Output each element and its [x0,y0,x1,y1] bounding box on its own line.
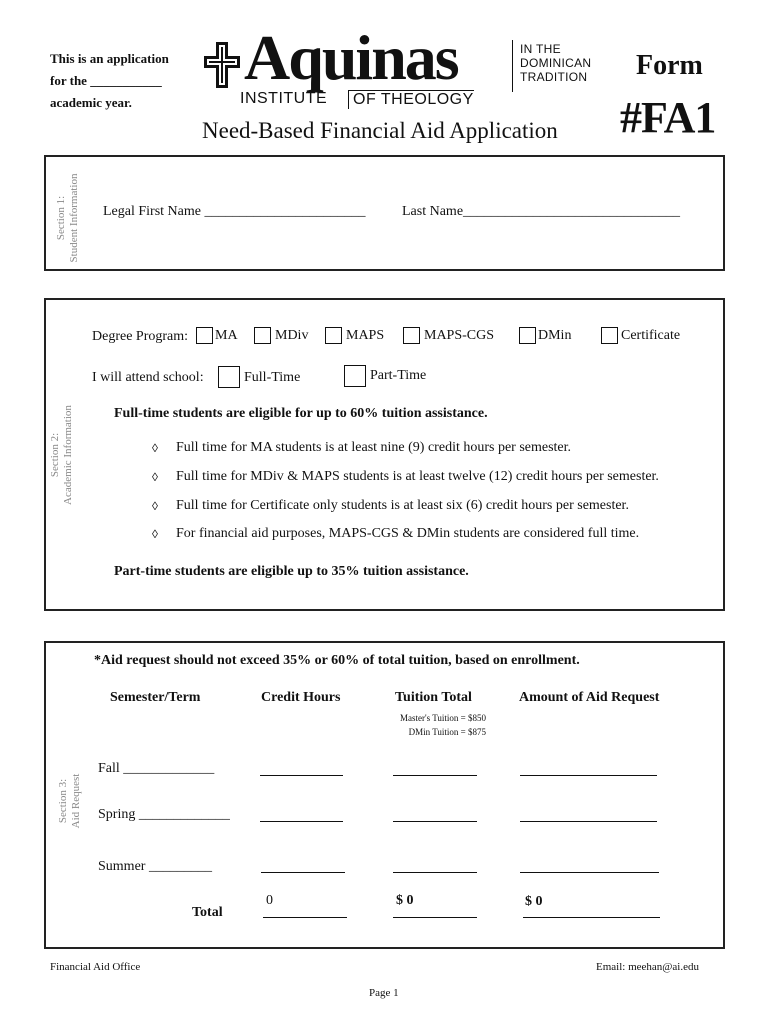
term-fall[interactable]: Fall _____________ [98,761,215,776]
bullet-text-4: For financial aid purposes, MAPS-CGS & DMin students are considered full time. [176,526,640,541]
full-time-checkbox[interactable] [218,366,240,388]
total-aid-field[interactable] [523,917,660,918]
program-dmin[interactable] [519,327,571,344]
bullet-text-2: Full time for MDiv & MAPS students is at least twelve (12) credit hours per semester. [176,469,659,484]
summer-tuition-field[interactable] [393,872,477,873]
total-credit-hours-field[interactable] [263,917,347,918]
tradition-line-1: IN THE [520,42,561,56]
program-ma[interactable] [196,327,238,344]
intro-text [50,48,169,114]
spring-credit-hours-field[interactable] [260,821,343,822]
bullet-icon: ◊ [152,441,158,455]
spring-tuition-field[interactable] [393,821,477,822]
degree-program-label: Degree Program: [92,329,189,344]
program-label: MAPS-CGS [424,327,495,343]
checkbox[interactable] [403,327,420,344]
bullet-text-1: Full time for MA students is at least nine (9) credit hours per semester. [176,440,572,455]
attend-label: I will attend school: [92,370,204,385]
section-3-label-line-2: Aid Request [70,773,82,829]
program-label: MA [215,327,238,343]
checkbox[interactable] [196,327,213,344]
program-maps[interactable] [325,327,384,344]
term-spring[interactable]: Spring _____________ [98,807,230,822]
logo-divider [512,40,513,92]
summer-credit-hours-field[interactable] [261,872,345,873]
fall-aid-field[interactable] [520,775,657,776]
intro-line-2: for the ___________ [50,73,162,88]
fall-tuition-field[interactable] [393,775,477,776]
part-time-checkbox[interactable] [344,365,366,387]
part-time-heading: Part-time students are eligible up to 35% tuition assistance. [114,564,469,579]
tuition-note-masters: Master's Tuition = $850 [400,713,486,723]
fall-credit-hours-field[interactable] [260,775,343,776]
program-certificate[interactable] [601,327,680,344]
last-name-field[interactable]: Last Name_______________________________ [402,204,681,219]
program-mdiv[interactable] [254,327,308,344]
section-3-label [57,751,83,851]
total-tuition-field[interactable] [393,917,477,918]
section-2-label-line-2: Academic Information [62,405,74,505]
header-semester-term: Semester/Term [110,690,201,705]
aid-request-note: *Aid request should not exceed 35% or 60% of total tuition, based on enrollment. [94,653,580,668]
bullet-text-3: Full time for Certificate only students is at least six (6) credit hours per semester. [176,498,629,513]
dominican-cross-icon [202,40,242,90]
logo-of-theology: OF THEOLOGY [348,90,474,109]
section-3-box [44,641,725,949]
checkbox[interactable] [601,327,618,344]
program-label: Certificate [621,327,681,343]
program-label: DMin [538,327,572,343]
intro-line-1: This is an application [50,51,169,66]
bullet-icon: ◊ [152,470,158,484]
section-3-label-line-1: Section 3: [57,778,69,824]
section-2-label-line-1: Section 2: [49,432,61,478]
program-maps-cgs[interactable] [403,327,494,344]
full-time-label: Full-Time [244,370,301,385]
full-time-heading: Full-time students are eligible for up to 60% tuition assistance. [114,406,488,421]
checkbox[interactable] [519,327,536,344]
total-aid-value: $ 0 [525,894,543,909]
header-credit-hours: Credit Hours [261,690,341,705]
footer-page-number: Page 1 [369,987,399,999]
header-tuition-total: Tuition Total [395,690,472,705]
header-aid-request: Amount of Aid Request [519,690,660,705]
form-number: #FA1 [620,93,716,142]
total-tuition-value: $ 0 [396,893,414,908]
checkbox[interactable] [325,327,342,344]
intro-line-3: academic year. [50,95,132,110]
tuition-note-dmin: DMin Tuition = $875 [408,727,486,737]
section-1-label [55,158,81,278]
program-label: MAPS [346,327,385,343]
total-credit-hours-value: 0 [266,893,273,908]
footer-email: Email: meehan@ai.edu [596,961,699,973]
tradition-line-2: DOMINICAN [520,56,592,70]
part-time-label: Part-Time [370,368,427,383]
term-summer[interactable]: Summer _________ [98,859,212,874]
summer-aid-field[interactable] [520,872,659,873]
page-title: Need-Based Financial Aid Application [202,118,558,143]
section-1-label-line-1: Section 1: [55,195,67,241]
bullet-icon: ◊ [152,499,158,513]
tradition-line-3: TRADITION [520,70,588,84]
logo-tradition [520,42,591,84]
program-label: MDiv [275,327,309,343]
checkbox[interactable] [254,327,271,344]
footer-office: Financial Aid Office [50,961,141,973]
spring-aid-field[interactable] [520,821,657,822]
section-2-label [49,393,75,517]
logo-wordmark: Aquinas [244,22,458,93]
form-label: Form [636,50,703,81]
section-1-label-line-2: Student Information [68,173,80,263]
bullet-icon: ◊ [152,527,158,541]
logo-institute: INSTITUTE [240,90,328,107]
first-name-field[interactable]: Legal First Name _______________________ [103,204,366,219]
total-label: Total [192,905,223,920]
